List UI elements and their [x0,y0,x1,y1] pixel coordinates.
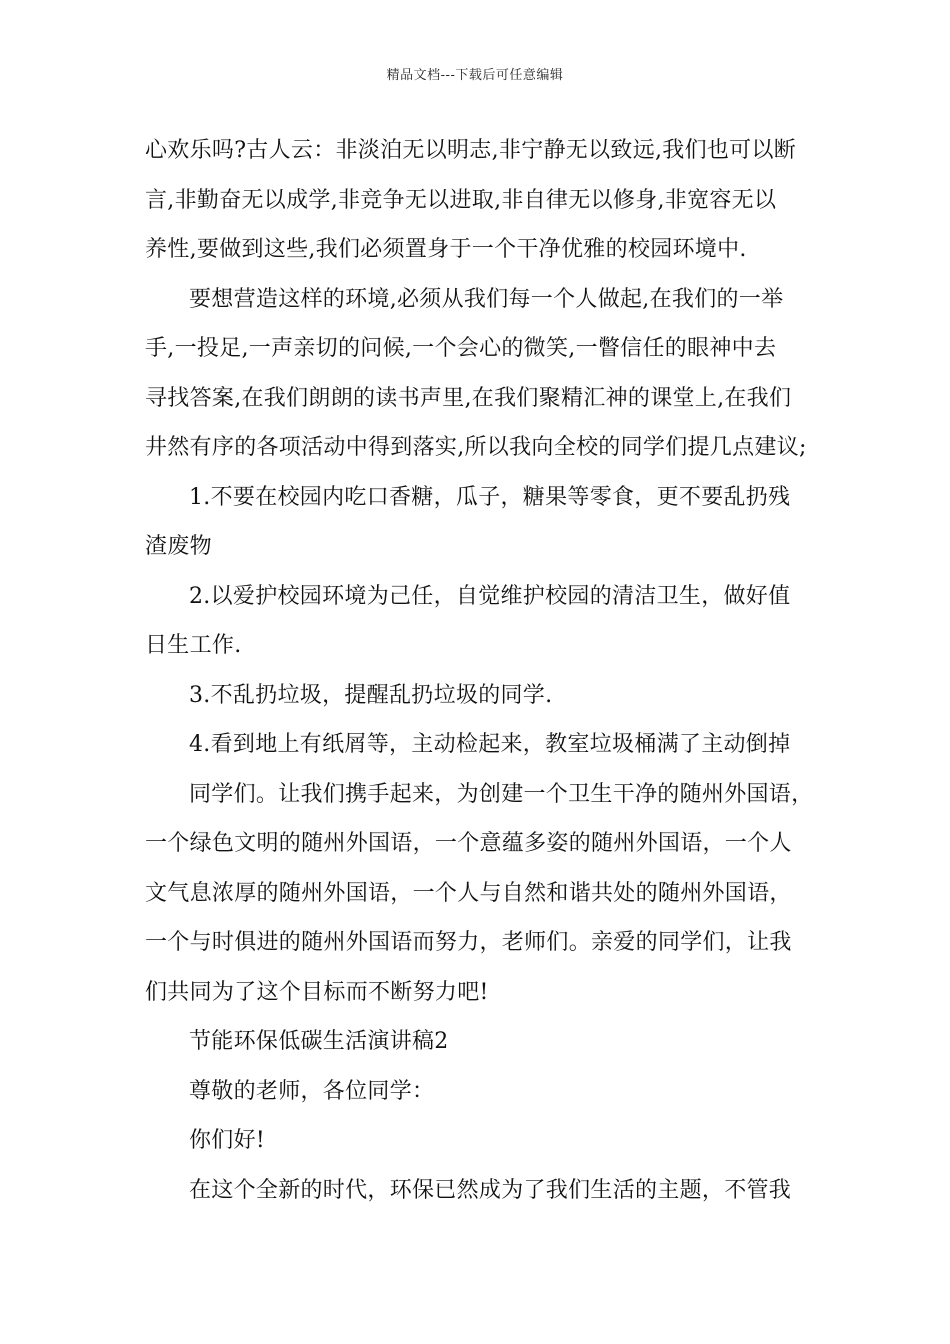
list-item-2: 2.以爱护校园环境为己任，自觉维护校园的清洁卫生，做好值 [189,583,791,609]
text-line: 们共同为了这个目标而不断努力吧! [145,979,489,1005]
page-header: 精品文档---下载后可任意编辑 [386,68,564,83]
list-item-4: 4.看到地上有纸屑等，主动检起来，教室垃圾桶满了主动倒掉 [189,732,791,757]
text-line: 养性,要做到这些,我们必须置身于一个干净优雅的校园环境中. [145,237,747,262]
text-line: 日生工作. [145,633,242,658]
paragraph-first-line: 要想营造这样的环境,必须从我们每一个人做起,在我们的一举 [189,286,784,312]
list-item-1: 1.不要在校园内吃口香糖，瓜子，糖果等零食，更不要乱扔残 [189,484,791,510]
text-line: 言,非勤奋无以成学,非竞争无以进取,非自律无以修身,非宽容无以 [145,187,777,213]
text-line: 寻找答案,在我们朗朗的读书声里,在我们聚精汇神的课堂上,在我们 [145,385,792,411]
text-line: 渣废物 [145,534,212,559]
salutation: 尊敬的老师，各位同学： [189,1078,435,1104]
greeting: 你们好! [189,1128,266,1153]
list-item-3: 3.不乱扔垃圾，提醒乱扔垃圾的同学. [189,682,553,708]
text-line: 手,一投足,一声亲切的问候,一个会心的微笑,一瞥信任的眼神中去 [145,336,777,361]
paragraph-first-line: 同学们。让我们携手起来，为创建一个卫生干净的随州外国语， [189,781,814,807]
text-line: 文气息浓厚的随州外国语，一个人与自然和谐共处的随州外国语， [145,880,792,906]
text-line: 一个绿色文明的随州外国语，一个意蕴多姿的随州外国语，一个人 [145,831,792,856]
document-body [145,126,815,1215]
text-line: 井然有序的各项活动中得到落实,所以我向全校的同学们提几点建议; [145,435,807,460]
section-title: 节能环保低碳生活演讲稿2 [189,1029,449,1054]
paragraph-first-line: 在这个全新的时代，环保已然成为了我们生活的主题，不管我 [189,1177,792,1203]
text-line: 心欢乐吗?古人云：非淡泊无以明志,非宁静无以致远,我们也可以断 [145,138,797,163]
text-line: 一个与时俱进的随州外国语而努力，老师们。亲爱的同学们，让我 [145,930,792,955]
